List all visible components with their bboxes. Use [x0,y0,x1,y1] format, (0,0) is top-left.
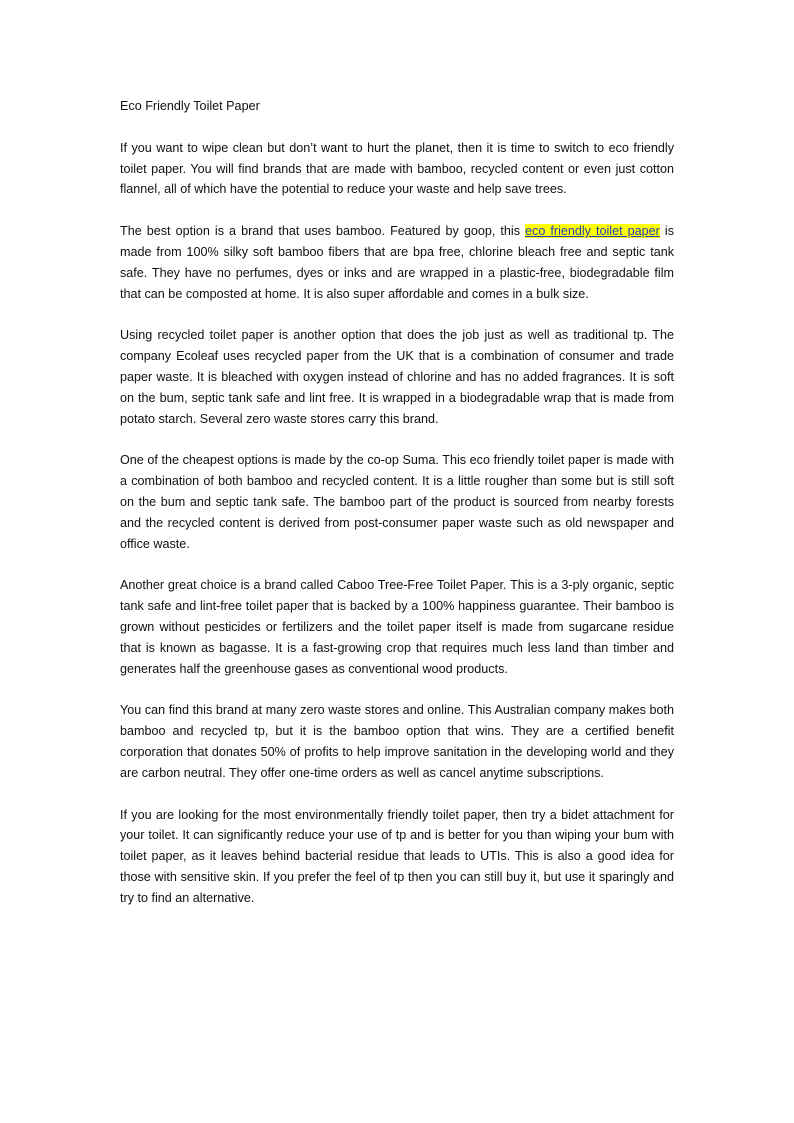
paragraph-suma: One of the cheapest options is made by the co-op Suma. This eco friendly toilet paper is made with a combination of both bamboo and recycled content. It is a little rougher than some but is still soft on the bum and septic tank safe. The bamboo part of the product is sourced from nearby forests and the recycled content is derived from post-consumer paper waste such as old newspaper and office waste. [120,453,674,551]
paragraph-australian-company: You can find this brand at many zero waste stores and online. This Australian company makes both bamboo and recycled tp, but it is the bamboo option that wins. They are a certified benefit corporation that donates 50% of profits to help improve sanitation in the developing world and they are carbon neutral. They offer one-time orders as well as cancel anytime subscriptions. [120,703,674,780]
paragraph-caboo: Another great choice is a brand called Caboo Tree-Free Toilet Paper. This is a 3-ply organic, septic tank safe and lint-free toilet paper that is backed by a 100% happiness guarantee. Their bamboo is grown without pesticides or fertilizers and the toilet paper itself is made from sugarcane residue that is known as bagasse. It is a fast-growing crop that requires much less land than timber and generates half the greenhouse gases as conventional wood products. [120,578,674,676]
paragraph-bidet: If you are looking for the most environmentally friendly toilet paper, then try a bidet attachment for your toilet. It can significantly reduce your use of tp and is better for you than wiping your bum with toilet paper, as it leaves behind bacterial residue that leads to UTIs. This is also a good idea for those with sensitive skin. If you prefer the feel of tp then you can still buy it, but use it sparingly and try to find an alternative. [120,807,674,905]
paragraph-bamboo [120,221,674,304]
paragraph-recycled: Using recycled toilet paper is another option that does the job just as well as traditional tp. The company Ecoleaf uses recycled paper from the UK that is a combination of consumer and trade paper waste. It is bleached with oxygen instead of chlorine and has no added fragrances. It is soft on the bum, septic tank safe and lint free. It is wrapped in a biodegradable wrap that is made from potato starch. Several zero waste stores carry this brand. [120,328,674,426]
document-title: Eco Friendly Toilet Paper [120,99,260,113]
document-body [120,96,674,930]
eco-friendly-toilet-paper-link[interactable]: eco friendly toilet paper [525,224,660,239]
paragraph-intro: If you want to wipe clean but don’t want to hurt the planet, then it is time to switch to eco friendly toilet paper. You will find brands that are made with bamboo, recycled content or even just cotton flannel, all of which have the potential to reduce your waste and help save trees. [120,140,674,197]
paragraph-bamboo-text-after: is made from 100% silky soft bamboo fibers that are bpa free, chlorine bleach free and septic tank safe. They have no perfumes, dyes or inks and are wrapped in a plastic-free, biodegradable film that can be composted at home. It is also super affordable and comes in a bulk size. [120,224,674,301]
paragraph-bamboo-text-before: The best option is a brand that uses bamboo. Featured by goop, this [120,224,526,239]
